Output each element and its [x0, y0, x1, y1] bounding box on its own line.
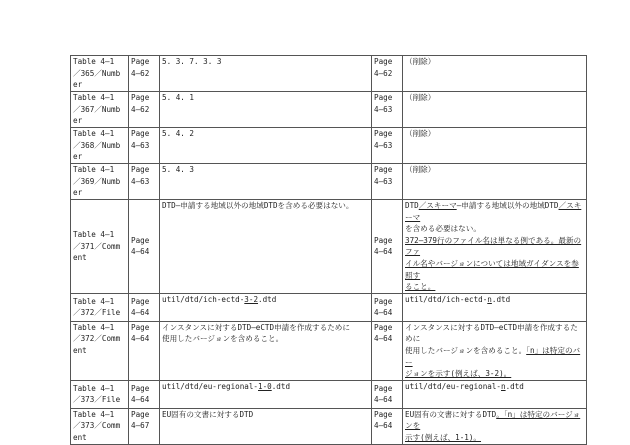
page-line: Page [374, 235, 393, 245]
page-cell-current [129, 92, 160, 128]
page-line: Page [374, 322, 393, 332]
revised-line [405, 432, 584, 444]
revision-table-body [71, 56, 587, 445]
text-segment: 使用したバージョンを含めること。 [405, 345, 527, 355]
text-segment: .dtd [271, 381, 291, 391]
table-row [71, 56, 587, 92]
revised-line [405, 56, 584, 68]
table-row [71, 408, 587, 444]
page-line: 4—64 [374, 395, 393, 405]
revised-text-cell [403, 92, 587, 128]
underlined-text: 「n」は特定のバー [405, 345, 581, 367]
page-line: 4—63 [131, 140, 150, 150]
page-line: Page [131, 93, 150, 102]
underlined-text: イル名やバージョンについては地域ガイダンスを参照す [405, 258, 579, 280]
page-line: 4—64 [131, 308, 150, 318]
item-line: Table 4—1 [73, 229, 115, 239]
revised-text-cell [403, 56, 587, 92]
current-line: インスタンスに対するDTD—eCTD申請を作成するために [162, 322, 350, 332]
page-line: Page [374, 296, 393, 306]
item-line: ent [73, 432, 87, 442]
item-line: ent [73, 345, 87, 355]
page-line: Page [131, 165, 150, 174]
current-line [162, 294, 369, 306]
page-line: Page [374, 129, 393, 138]
current-line: 5. 4. 2 [162, 129, 195, 138]
revised-line [405, 235, 584, 258]
revised-line [405, 281, 584, 293]
page-line: Page [374, 57, 393, 66]
text-segment: （削除） [405, 129, 436, 138]
page-cell-revised [372, 128, 403, 164]
current-line: 5. 4. 3 [162, 165, 195, 174]
page-line: 4—63 [374, 104, 393, 114]
revised-line [405, 128, 584, 140]
item-cell [71, 200, 129, 294]
revised-line [405, 258, 584, 281]
item-line: Table 4—1 [73, 165, 115, 174]
item-line: ／365／Numb [73, 68, 121, 78]
page-cell-revised [372, 92, 403, 128]
text-segment: （削除） [405, 93, 436, 102]
item-line: er [73, 80, 83, 90]
text-segment: DTD [405, 201, 419, 210]
page-line: Page [131, 57, 150, 66]
text-segment: を含める必要はない。 [405, 224, 481, 234]
item-cell [71, 164, 129, 200]
page-cell-current [129, 380, 160, 408]
table-row [71, 380, 587, 408]
page-line: 4—64 [374, 421, 393, 431]
item-line: Table 4—1 [73, 129, 115, 138]
current-line: EU固有の文書に対するDTD [162, 409, 254, 419]
text-segment: util/dtd/ich-ectd- [405, 294, 488, 304]
revised-text-cell [403, 293, 587, 321]
revised-text-cell [403, 200, 587, 294]
item-cell [71, 56, 129, 92]
item-cell [71, 380, 129, 408]
current-text-cell [160, 200, 372, 294]
revised-line [405, 200, 584, 223]
page-cell-revised [372, 164, 403, 200]
page-cell-current [129, 200, 160, 294]
page-line: Page [131, 322, 150, 332]
revision-table [70, 55, 587, 445]
page-line: 4—63 [374, 176, 393, 186]
underlined-text: ること。 [405, 282, 436, 292]
underlined-text: ／スキーマ [405, 201, 582, 222]
current-text-cell [160, 128, 372, 164]
item-line: ／369／Numb [73, 176, 121, 186]
text-segment: EU固有の文書に対するDTD [405, 409, 497, 419]
item-line: er [73, 116, 83, 126]
page-line: 4—63 [374, 140, 393, 150]
page-line: 4—64 [131, 247, 150, 257]
item-cell [71, 293, 129, 321]
page-line: 4—64 [131, 334, 150, 344]
page-line: 4—64 [374, 308, 393, 318]
revised-line [405, 322, 584, 345]
table-row [71, 164, 587, 200]
page-line: Page [131, 129, 150, 138]
page-cell-current [129, 293, 160, 321]
item-line: ／372／Comm [73, 334, 121, 344]
page-cell-current [129, 164, 160, 200]
current-line: 5. 4. 1 [162, 93, 195, 102]
item-line: ent [73, 253, 87, 263]
page-line: Page [131, 235, 150, 245]
text-segment: .dtd [258, 294, 277, 304]
revised-line [405, 345, 584, 368]
page-line: Page [374, 165, 393, 174]
text-segment: インスタンスに対するDTD—eCTD申請を作成するために [405, 322, 578, 344]
item-line: Table 4—1 [73, 383, 115, 393]
text-segment: .dtd [491, 294, 511, 304]
text-segment: —申請する地域以外の地域DTD [456, 201, 559, 210]
page-line: Page [131, 383, 150, 393]
item-line: ／368／Numb [73, 140, 121, 150]
current-text-cell [160, 380, 372, 408]
underlined-text: n [487, 294, 492, 304]
underlined-text: ／スキーマ [418, 201, 457, 210]
current-text-cell [160, 408, 372, 444]
page-cell-revised [372, 408, 403, 444]
item-cell [71, 92, 129, 128]
page-cell-current [129, 128, 160, 164]
revised-line [405, 92, 584, 104]
page-line: 4—64 [374, 334, 393, 344]
revised-line [405, 294, 584, 306]
current-text-cell [160, 56, 372, 92]
current-text-cell [160, 293, 372, 321]
page-line: 4—64 [374, 247, 393, 257]
table-row [71, 128, 587, 164]
underlined-text: 。「n」は特定のバージョンを [405, 409, 581, 431]
underlined-text: 3-2 [244, 294, 259, 304]
table-row [71, 321, 587, 380]
item-line: ／371／Comm [73, 241, 121, 251]
revised-text-cell [403, 164, 587, 200]
page-cell-current [129, 321, 160, 380]
item-line: er [73, 188, 83, 198]
revised-text-cell [403, 408, 587, 444]
item-cell [71, 408, 129, 444]
page-line: Page [131, 409, 150, 419]
page-line: Page [374, 409, 393, 419]
current-text-cell [160, 321, 372, 380]
current-line: 5. 3. 7. 3. 3 [162, 57, 222, 66]
revised-line [405, 409, 584, 432]
page-cell-revised [372, 200, 403, 294]
current-line: DTD—申請する地域以外の地域DTDを含める必要はない。 [162, 201, 354, 210]
current-text-cell [160, 164, 372, 200]
page-line: Page [374, 93, 393, 102]
page-line: 4—64 [131, 395, 150, 405]
item-line: er [73, 152, 83, 162]
underlined-text: 示す(例えば、1-1)。 [405, 432, 482, 442]
item-line: ／373／File [73, 395, 121, 405]
page-cell-revised [372, 380, 403, 408]
text-segment: （削除） [405, 57, 436, 66]
text-segment: util/dtd/ich-ectd- [162, 294, 245, 304]
page-line: Page [374, 383, 393, 393]
underlined-text: 372—379行のファイル名は単なる例である。最新のファ [405, 235, 582, 257]
page-line: 4—63 [131, 176, 150, 186]
item-cell [71, 128, 129, 164]
revised-text-cell [403, 128, 587, 164]
underlined-text: ジョンを示す(例えば、3-2)。 [405, 369, 512, 379]
revised-text-cell [403, 380, 587, 408]
page-cell-current [129, 408, 160, 444]
current-text-cell [160, 92, 372, 128]
text-segment: （削除） [405, 165, 436, 174]
item-line: Table 4—1 [73, 93, 115, 102]
item-line: Table 4—1 [73, 322, 115, 332]
current-line: 使用したバージョンを含めること。 [162, 334, 284, 344]
revised-line [405, 164, 584, 176]
page-line: 4—67 [131, 421, 150, 431]
revised-text-cell [403, 321, 587, 380]
current-line [162, 381, 369, 393]
revised-line [405, 368, 584, 380]
page-cell-current [129, 56, 160, 92]
page-cell-revised [372, 56, 403, 92]
text-segment: util/dtd/eu-regional- [405, 381, 502, 391]
page-cell-revised [372, 293, 403, 321]
table-row [71, 293, 587, 321]
table-row [71, 92, 587, 128]
page-line: Page [131, 296, 150, 306]
item-cell [71, 321, 129, 380]
page-cell-revised [372, 321, 403, 380]
page-line: 4—62 [131, 68, 150, 78]
revised-line [405, 381, 584, 393]
item-line: Table 4—1 [73, 57, 115, 66]
revised-line [405, 223, 584, 235]
table-row [71, 200, 587, 294]
page-line: 4—62 [374, 68, 393, 78]
underlined-text: 1-0 [258, 381, 272, 391]
text-segment: .dtd [505, 381, 524, 391]
item-line: Table 4—1 [73, 296, 115, 306]
item-line: ／372／File [73, 308, 121, 318]
item-line: Table 4—1 [73, 409, 115, 419]
underlined-text: n [501, 381, 506, 391]
item-line: ／367／Numb [73, 104, 121, 114]
text-segment: util/dtd/eu-regional- [162, 381, 259, 391]
page-line: 4—62 [131, 104, 150, 114]
item-line: ／373／Comm [73, 421, 121, 431]
